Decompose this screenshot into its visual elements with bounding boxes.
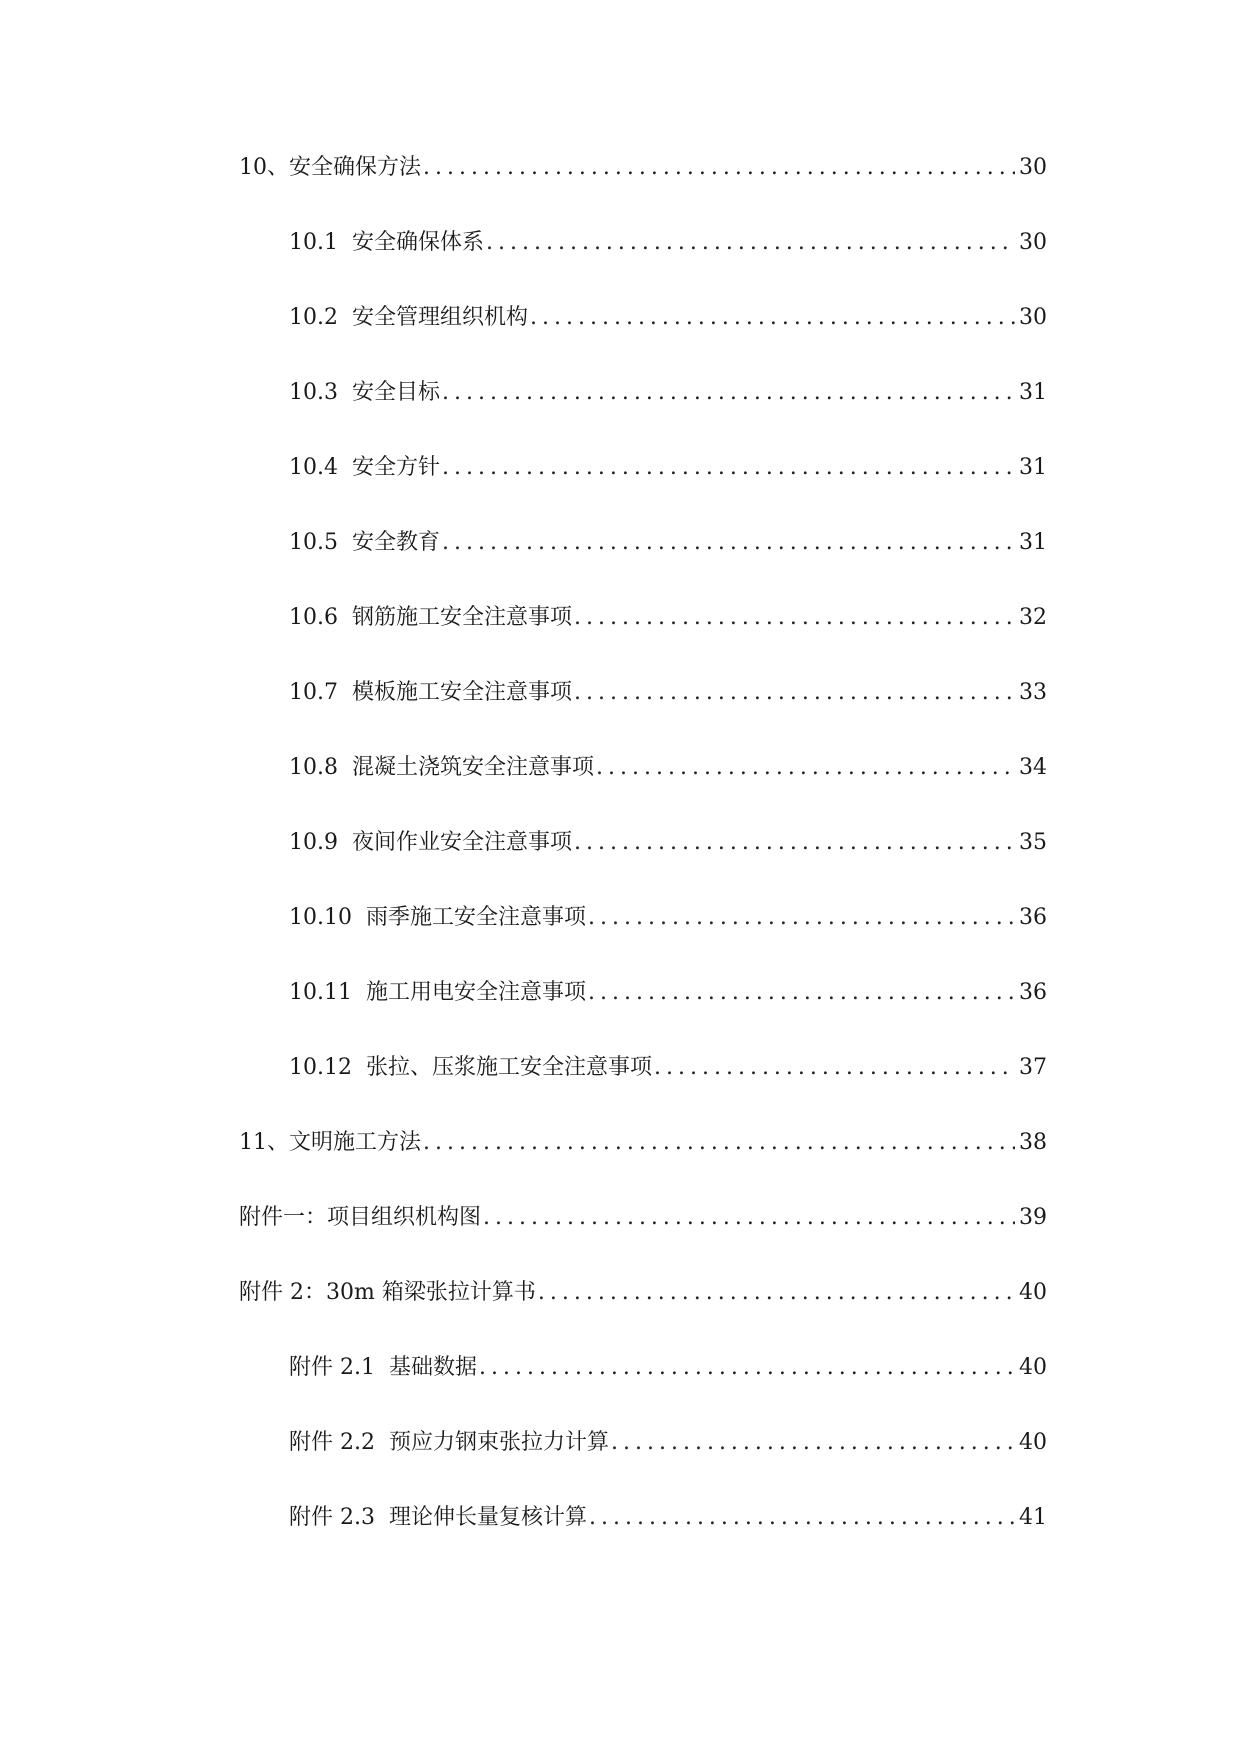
toc-entry[interactable] [239,830,1047,905]
toc-entry[interactable] [239,230,1047,305]
dot-leader [442,380,1015,406]
toc-entry[interactable] [239,1430,1047,1505]
dot-leader [423,1130,1015,1156]
toc-entry[interactable] [239,380,1047,455]
toc-entry-title: 项目组织机构图 [327,1205,482,1230]
toc-entry-number: 10.9 [289,830,338,855]
toc-entry-title: 预应力钢束张拉力计算 [388,1430,609,1455]
toc-entry-title: 混凝土浇筑安全注意事项 [351,755,594,780]
toc-entry-number: 10.12 [289,1055,352,1080]
toc-entry-title: 安全确保体系 [351,230,484,255]
toc-entry-title: 安全目标 [351,380,440,405]
dot-leader [423,155,1015,181]
toc-entry-page-number: 41 [1019,1505,1047,1530]
toc-entry-page-number: 36 [1019,905,1047,930]
dot-leader [479,1355,1015,1381]
dot-leader [574,605,1015,631]
toc-entry-page-number: 40 [1019,1355,1047,1380]
toc-entry-number: 10.5 [289,530,338,555]
toc-entry-number: 10、 [239,155,289,180]
toc-entry-number: 10.6 [289,605,338,630]
toc-entry-page-number: 30 [1019,305,1047,330]
toc-entry-title: 夜间作业安全注意事项 [351,830,572,855]
toc-entry-title: 基础数据 [388,1355,477,1380]
dot-leader [486,230,1015,256]
dot-leader [442,455,1015,481]
dot-leader [442,530,1015,556]
toc-entry-page-number: 32 [1019,605,1047,630]
dot-leader [574,830,1015,856]
toc-entry-page-number: 38 [1019,1130,1047,1155]
dot-leader [596,755,1015,781]
toc-entry-title: 安全管理组织机构 [351,305,528,330]
toc-entry-number: 附件一： [239,1205,328,1230]
toc-entry[interactable] [239,155,1047,230]
toc-entry-title: 雨季施工安全注意事项 [365,905,586,930]
toc-entry-number: 10.8 [289,755,338,780]
toc-entry-number: 10.11 [289,980,352,1005]
toc-entry-number: 附件 2.3 [289,1505,375,1530]
dot-leader [588,905,1015,931]
dot-leader [588,980,1015,1006]
toc-entry-page-number: 30 [1019,230,1047,255]
dot-leader [530,305,1015,331]
dot-leader [483,1205,1015,1231]
toc-entry-title: 文明施工方法 [289,1130,422,1155]
toc-entry[interactable] [239,1280,1047,1355]
toc-entry-page-number: 36 [1019,980,1047,1005]
toc-entry[interactable] [239,1205,1047,1280]
toc-entry-page-number: 40 [1019,1280,1047,1305]
table-of-contents [239,155,1047,1580]
toc-entry-title: 30m 箱梁张拉计算书 [326,1280,536,1305]
toc-entry-number: 附件 2.1 [289,1355,375,1380]
toc-entry-number: 附件 2： [239,1280,326,1305]
toc-entry-page-number: 30 [1019,155,1047,180]
toc-entry-number: 10.3 [289,380,338,405]
toc-entry[interactable] [239,905,1047,980]
toc-entry-number: 10.7 [289,680,338,705]
toc-entry[interactable] [239,1355,1047,1430]
toc-entry-page-number: 31 [1019,455,1047,480]
toc-entry-title: 安全教育 [351,530,440,555]
toc-entry-title: 钢筋施工安全注意事项 [351,605,572,630]
toc-entry-page-number: 31 [1019,530,1047,555]
toc-entry[interactable] [239,305,1047,380]
toc-entry[interactable] [239,755,1047,830]
toc-entry-title: 安全确保方法 [289,155,422,180]
dot-leader [538,1280,1015,1306]
toc-entry-title: 安全方针 [351,455,440,480]
toc-entry-page-number: 37 [1019,1055,1047,1080]
toc-entry[interactable] [239,605,1047,680]
toc-entry-number: 11、 [239,1130,289,1155]
toc-entry-page-number: 34 [1019,755,1047,780]
toc-entry-page-number: 39 [1019,1205,1047,1230]
toc-entry-page-number: 31 [1019,380,1047,405]
toc-entry-number: 10.1 [289,230,338,255]
toc-entry[interactable] [239,980,1047,1055]
toc-entry-number: 10.10 [289,905,352,930]
toc-entry-title: 理论伸长量复核计算 [388,1505,587,1530]
toc-entry-number: 10.4 [289,455,338,480]
toc-entry[interactable] [239,1055,1047,1130]
dot-leader [611,1430,1015,1456]
toc-entry-page-number: 33 [1019,680,1047,705]
toc-entry-number: 附件 2.2 [289,1430,375,1455]
toc-entry-number: 10.2 [289,305,338,330]
toc-entry[interactable] [239,1130,1047,1205]
dot-leader [574,680,1015,706]
toc-entry[interactable] [239,1505,1047,1580]
toc-entry-title: 施工用电安全注意事项 [365,980,586,1005]
toc-entry-title: 模板施工安全注意事项 [351,680,572,705]
toc-entry-page-number: 35 [1019,830,1047,855]
toc-entry[interactable] [239,530,1047,605]
dot-leader [654,1055,1015,1081]
dot-leader [589,1505,1015,1531]
toc-entry-title: 张拉、压浆施工安全注意事项 [365,1055,652,1080]
toc-entry[interactable] [239,680,1047,755]
toc-entry[interactable] [239,455,1047,530]
toc-entry-page-number: 40 [1019,1430,1047,1455]
